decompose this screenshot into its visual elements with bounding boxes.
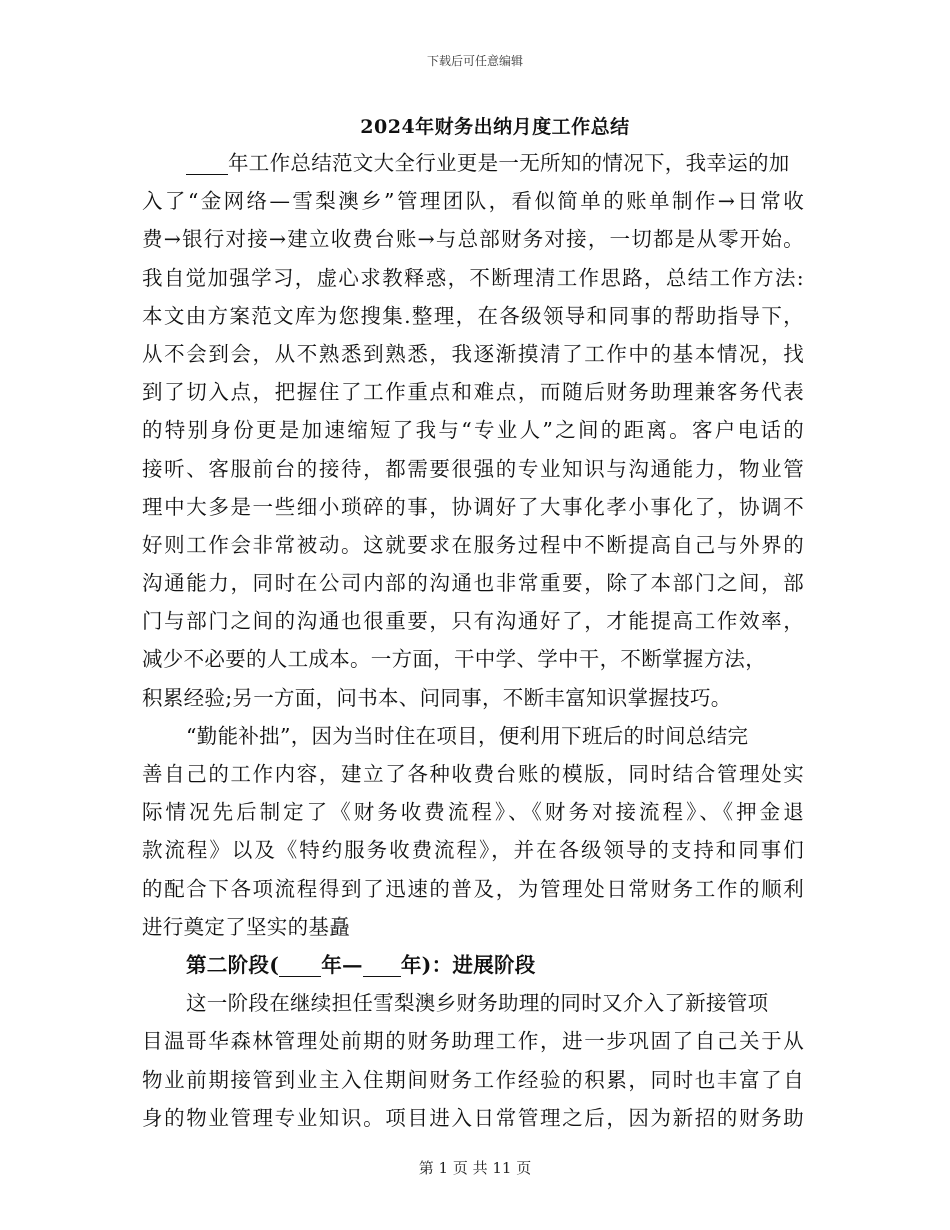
page-number-footer: 第 1 页 共 11 页 <box>418 1159 532 1177</box>
paragraph-line: 目温哥华森林管理处前期的财务助理工作，进一步巩固了自己关于从 <box>142 1029 804 1054</box>
paragraph-line: 的配合下各项流程得到了迅速的普及，为管理处日常财务工作的顺利 <box>142 876 804 901</box>
paragraph-line: 入了“金网络—雪梨澳乡”管理团队，看似简单的账单制作→日常收 <box>142 189 804 214</box>
fill-in-blank <box>186 154 228 175</box>
document-body <box>142 144 804 1137</box>
paragraph-line: 进行奠定了坚实的基矗 <box>142 914 350 939</box>
paragraph-line: 际情况先后制定了《财务收费流程》、《财务对接流程》、《押金退 <box>142 800 804 825</box>
paragraph-line: 身的物业管理专业知识。项目进入日常管理之后，因为新招的财务助 <box>142 1105 804 1130</box>
paragraph-line: 从不会到会，从不熟悉到熟悉，我逐渐摸清了工作中的基本情况，找 <box>142 341 804 366</box>
paragraph-line: 善自己的工作内容，建立了各种收费台账的模版，同时结合管理处实 <box>142 762 804 786</box>
paragraph-line: 物业前期接管到业主入住期间财务工作经验的积累，同时也丰富了自 <box>142 1067 804 1092</box>
paragraph-line: 积累经验;另一方面，问书本、问同事，不断丰富知识掌握技巧。 <box>142 685 732 710</box>
paragraph-line: 好则工作会非常被动。这就要求在服务过程中不断提高自己与外界的 <box>142 532 804 557</box>
paragraph-line: 这一阶段在继续担任雪梨澳乡财务助理的同时又介入了新接管项 <box>186 991 769 1016</box>
fill-in-blank <box>279 956 321 977</box>
paragraph-line: 年工作总结范文大全行业更是一无所知的情况下，我幸运的加 <box>142 144 804 182</box>
paragraph-line: 的特别身份更是加速缩短了我与“专业人”之间的距离。客户电话的 <box>142 418 804 443</box>
paragraph-line: 我自觉加强学习，虚心求教释惑，不断理清工作思路，总结工作方法: <box>142 265 804 290</box>
paragraph-line: 到了切入点，把握住了工作重点和难点，而随后财务助理兼客务代表 <box>142 380 804 405</box>
paragraph-line: 款流程》以及《特约服务收费流程》，并在各级领导的支持和同事们 <box>142 838 804 863</box>
paragraph-line: 减少不必要的人工成本。一方面，干中学、学中干，不断掌握方法， <box>142 647 766 672</box>
document-title: 2024年财务出纳月度工作总结 <box>360 116 630 138</box>
paragraph-line: 本文由方案范文库为您搜集.整理，在各级领导和同事的帮助指导下， <box>142 303 804 328</box>
paragraph-line: 接听、客服前台的接待，都需要很强的专业知识与沟通能力，物业管 <box>142 456 804 481</box>
paragraph-line: “勤能补拙”，因为当时住在项目，便利用下班后的时间总结完 <box>186 723 749 748</box>
paragraph-line: 费→银行对接→建立收费台账→与总部财务对接，一切都是从零开始。 <box>142 227 804 252</box>
page-header-note: 下载后可任意编辑 <box>426 54 523 68</box>
fill-in-blank <box>363 956 401 977</box>
paragraph-line: 门与部门之间的沟通也很重要，只有沟通好了，才能提高工作效率， <box>142 609 804 634</box>
paragraph-line: 沟通能力，同时在公司内部的沟通也非常重要，除了本部门之间，部 <box>142 571 804 596</box>
paragraph-line: 理中大多是一些细小琐碎的事，协调好了大事化孝小事化了，协调不 <box>142 494 804 519</box>
section-heading: 第二阶段( 年— 年)：进展阶段 <box>186 952 536 977</box>
